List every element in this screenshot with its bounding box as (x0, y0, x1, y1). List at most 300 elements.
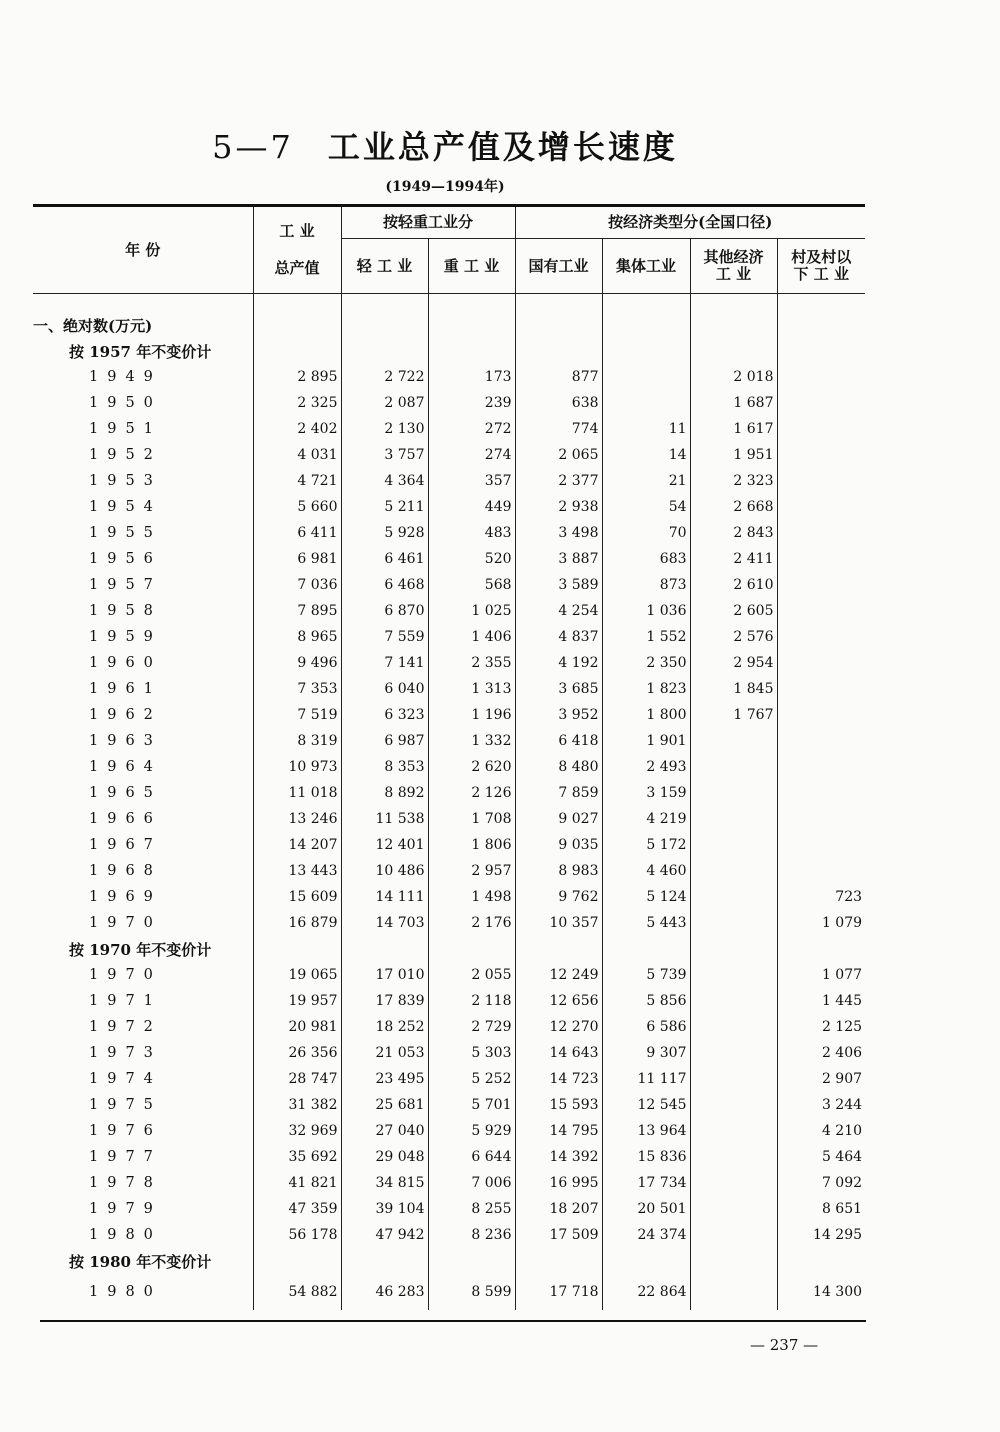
header-other-line1: 其他经济 (703, 248, 764, 266)
light-cell: 6 468 (341, 572, 428, 598)
village-cell (777, 676, 865, 702)
village-cell: 1 079 (777, 910, 865, 936)
other-cell (690, 728, 777, 754)
table-row (33, 598, 865, 624)
collective-cell: 13 964 (602, 1118, 690, 1144)
heavy-cell: 2 118 (428, 988, 515, 1014)
other-cell: 2 605 (690, 598, 777, 624)
year-cell: 1969 (89, 889, 162, 905)
table-row (33, 806, 865, 832)
collective-cell: 9 307 (602, 1040, 690, 1066)
heavy-cell: 8 236 (428, 1222, 515, 1248)
village-cell (777, 468, 865, 494)
table-row (33, 572, 865, 598)
table-row (33, 832, 865, 858)
section-absolute: 一、绝对数(万元) (33, 316, 153, 335)
state-cell: 15 593 (515, 1092, 602, 1118)
light-cell: 5 928 (341, 520, 428, 546)
other-cell (690, 1066, 777, 1092)
header-other (690, 239, 777, 294)
light-cell: 39 104 (341, 1196, 428, 1222)
collective-cell: 24 374 (602, 1222, 690, 1248)
village-cell (777, 806, 865, 832)
state-cell: 14 795 (515, 1118, 602, 1144)
collective-cell: 1 901 (602, 728, 690, 754)
bottom-rule (40, 1320, 866, 1322)
total-cell: 28 747 (253, 1066, 341, 1092)
year-cell: 1964 (89, 759, 162, 775)
other-cell (690, 832, 777, 858)
header-total (253, 206, 341, 294)
state-cell: 8 480 (515, 754, 602, 780)
other-cell (690, 1274, 777, 1310)
total-cell: 6 981 (253, 546, 341, 572)
state-cell: 12 249 (515, 962, 602, 988)
village-cell (777, 364, 865, 390)
collective-cell: 11 (602, 416, 690, 442)
village-cell (777, 624, 865, 650)
year-range: (1949—1994年) (385, 179, 505, 195)
table-row (33, 1040, 865, 1066)
village-cell (777, 520, 865, 546)
total-cell: 6 411 (253, 520, 341, 546)
state-cell: 2 065 (515, 442, 602, 468)
heavy-cell: 8 255 (428, 1196, 515, 1222)
other-cell: 1 767 (690, 702, 777, 728)
year-cell: 1975 (89, 1097, 162, 1113)
collective-cell: 4 219 (602, 806, 690, 832)
collective-cell: 5 856 (602, 988, 690, 1014)
year-cell: 1973 (89, 1045, 162, 1061)
state-cell: 7 859 (515, 780, 602, 806)
heavy-cell: 483 (428, 520, 515, 546)
light-cell: 11 538 (341, 806, 428, 832)
year-cell: 1961 (89, 681, 162, 697)
heavy-cell: 1 708 (428, 806, 515, 832)
village-cell: 1 445 (777, 988, 865, 1014)
year-cell: 1954 (89, 499, 162, 515)
section-row (33, 338, 865, 364)
year-cell: 1956 (89, 551, 162, 567)
state-cell: 12 656 (515, 988, 602, 1014)
light-cell: 4 364 (341, 468, 428, 494)
table-row (33, 1144, 865, 1170)
heavy-cell: 2 176 (428, 910, 515, 936)
other-cell (690, 806, 777, 832)
other-cell: 2 843 (690, 520, 777, 546)
collective-cell: 1 800 (602, 702, 690, 728)
other-cell: 2 411 (690, 546, 777, 572)
collective-cell: 70 (602, 520, 690, 546)
light-cell: 7 559 (341, 624, 428, 650)
total-cell: 14 207 (253, 832, 341, 858)
total-cell: 10 973 (253, 754, 341, 780)
year-cell: 1967 (89, 837, 162, 853)
light-cell: 7 141 (341, 650, 428, 676)
total-cell: 19 065 (253, 962, 341, 988)
heavy-cell: 239 (428, 390, 515, 416)
village-cell: 2 907 (777, 1066, 865, 1092)
year-cell: 1949 (89, 369, 162, 385)
village-cell (777, 390, 865, 416)
light-cell: 8 353 (341, 754, 428, 780)
collective-cell: 15 836 (602, 1144, 690, 1170)
village-cell (777, 650, 865, 676)
heavy-cell: 274 (428, 442, 515, 468)
light-cell: 6 040 (341, 676, 428, 702)
collective-cell: 1 552 (602, 624, 690, 650)
total-cell: 32 969 (253, 1118, 341, 1144)
village-cell: 2 406 (777, 1040, 865, 1066)
collective-cell: 17 734 (602, 1170, 690, 1196)
collective-cell: 11 117 (602, 1066, 690, 1092)
total-cell: 13 246 (253, 806, 341, 832)
year-cell: 1971 (89, 993, 162, 1009)
table-row (33, 962, 865, 988)
other-cell: 2 323 (690, 468, 777, 494)
other-cell: 2 954 (690, 650, 777, 676)
table-body (33, 294, 865, 1311)
state-cell: 4 192 (515, 650, 602, 676)
heavy-cell: 2 126 (428, 780, 515, 806)
heavy-cell: 272 (428, 416, 515, 442)
year-cell: 1965 (89, 785, 162, 801)
table-row (33, 1196, 865, 1222)
state-cell: 18 207 (515, 1196, 602, 1222)
other-cell: 1 951 (690, 442, 777, 468)
page-number: — 237 — (750, 1336, 819, 1354)
total-cell: 8 965 (253, 624, 341, 650)
other-cell: 2 576 (690, 624, 777, 650)
total-cell: 19 957 (253, 988, 341, 1014)
village-cell: 8 651 (777, 1196, 865, 1222)
total-cell: 7 353 (253, 676, 341, 702)
year-cell: 1979 (89, 1201, 162, 1217)
section-row (33, 312, 865, 338)
year-cell: 1970 (89, 915, 162, 931)
total-cell: 54 882 (253, 1274, 341, 1310)
village-cell: 1 077 (777, 962, 865, 988)
heavy-cell: 6 644 (428, 1144, 515, 1170)
heavy-cell: 1 313 (428, 676, 515, 702)
industrial-output-table (33, 204, 865, 1310)
heavy-cell: 1 196 (428, 702, 515, 728)
state-cell: 14 723 (515, 1066, 602, 1092)
other-cell (690, 884, 777, 910)
light-cell: 10 486 (341, 858, 428, 884)
heavy-cell: 2 355 (428, 650, 515, 676)
year-cell: 1952 (89, 447, 162, 463)
state-cell: 2 938 (515, 494, 602, 520)
total-cell: 4 031 (253, 442, 341, 468)
table-row (33, 494, 865, 520)
table-row (33, 520, 865, 546)
year-cell: 1953 (89, 473, 162, 489)
state-cell: 3 952 (515, 702, 602, 728)
year-cell: 1970 (89, 967, 162, 983)
light-cell: 29 048 (341, 1144, 428, 1170)
light-cell: 2 130 (341, 416, 428, 442)
other-cell (690, 962, 777, 988)
village-cell: 7 092 (777, 1170, 865, 1196)
other-cell (690, 1196, 777, 1222)
header-year: 年 份 (33, 206, 253, 294)
village-cell (777, 572, 865, 598)
table-row (33, 546, 865, 572)
total-cell: 5 660 (253, 494, 341, 520)
village-cell: 5 464 (777, 1144, 865, 1170)
other-cell (690, 858, 777, 884)
header-group-light-heavy: 按轻重工业分 (341, 206, 515, 239)
state-cell: 16 995 (515, 1170, 602, 1196)
other-cell (690, 780, 777, 806)
other-cell (690, 1092, 777, 1118)
village-cell: 3 244 (777, 1092, 865, 1118)
state-cell: 10 357 (515, 910, 602, 936)
year-cell: 1968 (89, 863, 162, 879)
state-cell: 4 837 (515, 624, 602, 650)
state-cell: 6 418 (515, 728, 602, 754)
collective-cell: 20 501 (602, 1196, 690, 1222)
year-cell: 1960 (89, 655, 162, 671)
village-cell (777, 416, 865, 442)
year-cell: 1980 (89, 1284, 162, 1300)
state-cell: 3 498 (515, 520, 602, 546)
state-cell: 17 509 (515, 1222, 602, 1248)
village-cell (777, 858, 865, 884)
total-cell: 26 356 (253, 1040, 341, 1066)
state-cell: 3 887 (515, 546, 602, 572)
village-cell (777, 832, 865, 858)
year-cell: 1974 (89, 1071, 162, 1087)
heavy-cell: 5 929 (428, 1118, 515, 1144)
heavy-cell: 1 806 (428, 832, 515, 858)
total-cell: 8 319 (253, 728, 341, 754)
state-cell: 17 718 (515, 1274, 602, 1310)
section-row (33, 1248, 865, 1274)
other-cell (690, 1170, 777, 1196)
light-cell: 6 461 (341, 546, 428, 572)
heavy-cell: 7 006 (428, 1170, 515, 1196)
collective-cell: 21 (602, 468, 690, 494)
header-collective: 集体工业 (602, 239, 690, 294)
collective-cell (602, 390, 690, 416)
total-cell: 15 609 (253, 884, 341, 910)
other-cell: 1 617 (690, 416, 777, 442)
table-row (33, 1066, 865, 1092)
table-row (33, 910, 865, 936)
village-cell: 723 (777, 884, 865, 910)
other-cell (690, 988, 777, 1014)
collective-cell: 5 172 (602, 832, 690, 858)
state-cell: 8 983 (515, 858, 602, 884)
light-cell: 12 401 (341, 832, 428, 858)
state-cell: 14 392 (515, 1144, 602, 1170)
light-cell: 47 942 (341, 1222, 428, 1248)
year-cell: 1978 (89, 1175, 162, 1191)
table-row (33, 416, 865, 442)
collective-cell: 3 159 (602, 780, 690, 806)
state-cell: 14 643 (515, 1040, 602, 1066)
table-row (33, 858, 865, 884)
total-cell: 35 692 (253, 1144, 341, 1170)
total-cell: 7 036 (253, 572, 341, 598)
header-heavy: 重 工 业 (428, 239, 515, 294)
year-cell: 1955 (89, 525, 162, 541)
light-cell: 14 111 (341, 884, 428, 910)
year-cell: 1977 (89, 1149, 162, 1165)
year-cell: 1976 (89, 1123, 162, 1139)
other-cell (690, 1118, 777, 1144)
heavy-cell: 173 (428, 364, 515, 390)
header-other-line2: 工 业 (715, 265, 752, 283)
table-row (33, 754, 865, 780)
light-cell: 2 087 (341, 390, 428, 416)
total-cell: 13 443 (253, 858, 341, 884)
table-row (33, 364, 865, 390)
header-total-top: 工 业 (279, 222, 315, 240)
other-cell: 2 668 (690, 494, 777, 520)
light-cell: 17 839 (341, 988, 428, 1014)
table-row (33, 988, 865, 1014)
village-cell (777, 494, 865, 520)
heavy-cell: 1 498 (428, 884, 515, 910)
heavy-cell: 2 957 (428, 858, 515, 884)
heavy-cell: 5 303 (428, 1040, 515, 1066)
heavy-cell: 449 (428, 494, 515, 520)
year-cell: 1958 (89, 603, 162, 619)
year-cell: 1972 (89, 1019, 162, 1035)
light-cell: 6 870 (341, 598, 428, 624)
collective-cell: 2 350 (602, 650, 690, 676)
collective-cell: 6 586 (602, 1014, 690, 1040)
total-cell: 11 018 (253, 780, 341, 806)
heavy-cell: 8 599 (428, 1274, 515, 1310)
total-cell: 2 402 (253, 416, 341, 442)
year-cell: 1962 (89, 707, 162, 723)
table-number: 5—7 (212, 128, 294, 166)
header-village-line1: 村及村以 (791, 248, 852, 266)
table-row (33, 1170, 865, 1196)
total-cell: 7 519 (253, 702, 341, 728)
collective-cell: 5 124 (602, 884, 690, 910)
state-cell: 877 (515, 364, 602, 390)
collective-cell: 2 493 (602, 754, 690, 780)
heavy-cell: 2 729 (428, 1014, 515, 1040)
other-cell: 1 845 (690, 676, 777, 702)
light-cell: 14 703 (341, 910, 428, 936)
table-row (33, 1274, 865, 1310)
total-cell: 9 496 (253, 650, 341, 676)
collective-cell: 683 (602, 546, 690, 572)
state-cell: 638 (515, 390, 602, 416)
total-cell: 31 382 (253, 1092, 341, 1118)
table-row (33, 650, 865, 676)
other-cell (690, 1144, 777, 1170)
heavy-cell: 5 252 (428, 1066, 515, 1092)
village-cell: 4 210 (777, 1118, 865, 1144)
heavy-cell: 1 406 (428, 624, 515, 650)
collective-cell: 12 545 (602, 1092, 690, 1118)
collective-cell: 54 (602, 494, 690, 520)
section-1957-prices: 按 1957 年不变价计 (69, 342, 212, 361)
other-cell (690, 1014, 777, 1040)
light-cell: 27 040 (341, 1118, 428, 1144)
year-cell: 1966 (89, 811, 162, 827)
light-cell: 3 757 (341, 442, 428, 468)
heavy-cell: 1 332 (428, 728, 515, 754)
village-cell (777, 546, 865, 572)
header-village-line2: 下 工 业 (793, 265, 849, 283)
header-state: 国有工业 (515, 239, 602, 294)
table-row (33, 884, 865, 910)
table-row (33, 1092, 865, 1118)
table-title: 工业总产值及增长速度 (327, 128, 678, 166)
table-row (33, 780, 865, 806)
light-cell: 21 053 (341, 1040, 428, 1066)
light-cell: 17 010 (341, 962, 428, 988)
state-cell: 3 589 (515, 572, 602, 598)
heavy-cell: 2 620 (428, 754, 515, 780)
other-cell (690, 754, 777, 780)
collective-cell: 1 036 (602, 598, 690, 624)
header-group-ownership: 按经济类型分(全国口径) (515, 206, 865, 239)
total-cell: 4 721 (253, 468, 341, 494)
heavy-cell: 357 (428, 468, 515, 494)
heavy-cell: 520 (428, 546, 515, 572)
light-cell: 8 892 (341, 780, 428, 806)
table-row (33, 468, 865, 494)
light-cell: 5 211 (341, 494, 428, 520)
state-cell: 2 377 (515, 468, 602, 494)
header-light: 轻 工 业 (341, 239, 428, 294)
year-cell: 1951 (89, 421, 162, 437)
collective-cell: 1 823 (602, 676, 690, 702)
collective-cell: 5 739 (602, 962, 690, 988)
light-cell: 46 283 (341, 1274, 428, 1310)
table-row (33, 390, 865, 416)
state-cell: 12 270 (515, 1014, 602, 1040)
collective-cell (602, 364, 690, 390)
collective-cell: 5 443 (602, 910, 690, 936)
total-cell: 7 895 (253, 598, 341, 624)
heavy-cell: 2 055 (428, 962, 515, 988)
village-cell (777, 702, 865, 728)
village-cell: 2 125 (777, 1014, 865, 1040)
light-cell: 34 815 (341, 1170, 428, 1196)
table-row (33, 702, 865, 728)
total-cell: 41 821 (253, 1170, 341, 1196)
section-1980-prices: 按 1980 年不变价计 (69, 1252, 212, 1271)
table-row (33, 1222, 865, 1248)
collective-cell: 14 (602, 442, 690, 468)
light-cell: 23 495 (341, 1066, 428, 1092)
heavy-cell: 5 701 (428, 1092, 515, 1118)
heavy-cell: 1 025 (428, 598, 515, 624)
header-total-bottom: 总产值 (274, 259, 320, 277)
other-cell (690, 910, 777, 936)
year-cell: 1957 (89, 577, 162, 593)
collective-cell: 22 864 (602, 1274, 690, 1310)
state-cell: 9 035 (515, 832, 602, 858)
light-cell: 2 722 (341, 364, 428, 390)
state-cell: 774 (515, 416, 602, 442)
light-cell: 18 252 (341, 1014, 428, 1040)
state-cell: 4 254 (515, 598, 602, 624)
header-village (777, 239, 865, 294)
light-cell: 25 681 (341, 1092, 428, 1118)
total-cell: 47 359 (253, 1196, 341, 1222)
